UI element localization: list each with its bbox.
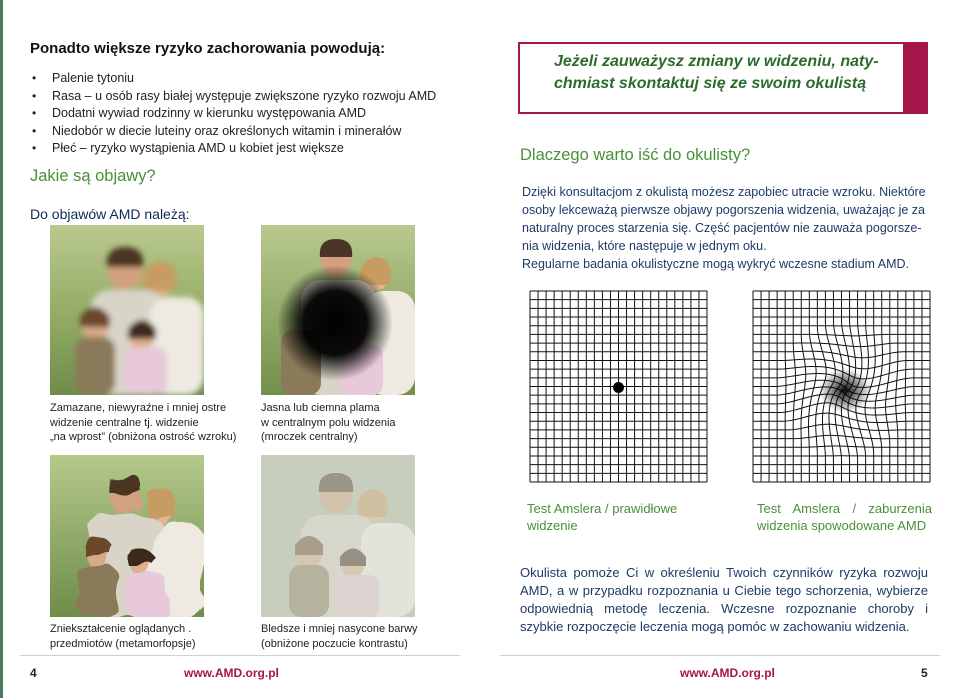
footer-divider-left bbox=[20, 655, 460, 656]
callout-text bbox=[554, 51, 894, 95]
list-item: • Rasa – u osób rasy białej występuje zwiększone ryzyko rozwoju AMD bbox=[30, 88, 436, 106]
caption-line: widzenie bbox=[527, 518, 578, 533]
list-item: • Niedobór w diecie luteiny oraz określonych witamin i minerałów bbox=[30, 123, 436, 141]
amsler-grid-distorted bbox=[752, 290, 931, 483]
callout-accent-bar bbox=[903, 42, 928, 114]
grid-line bbox=[875, 291, 882, 482]
list-item: • Palenie tytoniu bbox=[30, 70, 436, 88]
distortion-spot bbox=[819, 368, 871, 412]
photo-metamorphopsia bbox=[50, 455, 204, 617]
grid-line bbox=[753, 351, 930, 358]
callout-line: Jeżeli zauważysz zmiany w widzeniu, naty- bbox=[554, 53, 879, 70]
caption-line: widzenia spowodowane AMD bbox=[757, 518, 927, 533]
fixation-dot bbox=[613, 382, 624, 393]
grid-line bbox=[785, 291, 786, 482]
caption-line: (mroczek centralny) bbox=[261, 431, 358, 443]
grid-line bbox=[801, 291, 806, 482]
caption-line: Test Amslera / prawidłowe bbox=[527, 501, 678, 516]
grid-line bbox=[905, 291, 906, 482]
page-edge-rule bbox=[0, 0, 3, 698]
caption-line: przedmiotów (metamorfopsje) bbox=[50, 637, 196, 650]
grid-line bbox=[753, 435, 930, 438]
caption-line: Test Amslera / zaburzenia bbox=[757, 501, 932, 516]
body-line: Regularne badania okulistyczne mogą wykryć wczesne stadium AMD. bbox=[522, 257, 909, 271]
caption-line: w centralnym polu widzenia bbox=[261, 416, 396, 429]
photo-blurred-vision bbox=[50, 225, 204, 395]
grid-line bbox=[753, 334, 930, 335]
symptoms-title: Jakie są objawy? bbox=[30, 167, 156, 185]
body-line: nia widzenia, które następuje w jednym oku. bbox=[522, 239, 767, 253]
caption-blurred-vision bbox=[50, 401, 250, 445]
caption-low-contrast bbox=[261, 622, 461, 651]
risk-factors-title: Ponadto większe ryzyko zachorowania powodują: bbox=[30, 40, 386, 57]
amsler-distorted-caption bbox=[757, 500, 932, 534]
caption-line: Zniekształcenie oglądanych . bbox=[50, 623, 192, 635]
footer-url-left[interactable]: www.AMD.org.pl bbox=[184, 666, 279, 680]
caption-line: widzenie centralne tj. widzenie bbox=[50, 416, 199, 429]
symptoms-subtitle: Do objawów AMD należą: bbox=[30, 206, 190, 222]
caption-line: (obniżone poczucie kontrastu) bbox=[261, 637, 408, 650]
grid-line bbox=[896, 291, 898, 482]
final-paragraph: Okulista pomoże Ci w określeniu Twoich czynników ryzyka rozwoju AMD, a w przypadku rozpoznania u Ciebie tego schorzenia, wybierze odpowiednią metodę leczenia. Wczesne rozpoznanie choroby i szybkie rozpoczęcie leczenia mogą pomóc w zachowaniu widzenia. bbox=[520, 565, 928, 634]
page-number-right: 5 bbox=[921, 666, 928, 680]
body-line: osoby lekceważą pierwsze objawy pogorszenia widzenia, uważając je za bbox=[522, 203, 925, 217]
risk-factors-list bbox=[30, 70, 436, 158]
grid-line bbox=[886, 291, 890, 482]
caption-line: Zamazane, niewyraźne i mniej ostre bbox=[50, 402, 227, 414]
grid-line bbox=[793, 291, 795, 482]
grid-line bbox=[753, 343, 930, 347]
caption-line: „na wprost” (obniżona ostrość wzroku) bbox=[50, 431, 237, 443]
list-item: • Dodatni wywiad rodzinny w kierunku występowania AMD bbox=[30, 105, 436, 123]
caption-central-scotoma bbox=[261, 401, 461, 445]
body-line: Dzięki konsultacjom z okulistą możesz zapobiec utracie wzroku. Niektóre bbox=[522, 185, 926, 199]
amsler-grid-normal bbox=[529, 290, 708, 483]
photo-central-scotoma bbox=[261, 225, 415, 395]
caption-line: Jasna lub ciemna plama bbox=[261, 402, 380, 414]
amsler-normal-caption bbox=[527, 500, 707, 534]
page-number-left: 4 bbox=[30, 666, 37, 680]
grid-line bbox=[809, 291, 817, 482]
why-title: Dlaczego warto iść do okulisty? bbox=[520, 146, 751, 164]
caption-metamorphopsia bbox=[50, 622, 250, 651]
caption-line: Bledsze i mniej nasycone barwy bbox=[261, 623, 418, 635]
grid-line bbox=[753, 446, 930, 447]
footer-divider-right bbox=[500, 655, 940, 656]
footer-url-right[interactable]: www.AMD.org.pl bbox=[680, 666, 775, 680]
body-line: naturalny proces starzenia się. Część pacjentów nie zauważa pogorsze- bbox=[522, 221, 922, 235]
callout-line: chmiast skontaktuj się ze swoim okulistą bbox=[554, 75, 867, 92]
grid-line bbox=[753, 424, 930, 430]
why-body bbox=[522, 183, 932, 273]
list-item: • Płeć – ryzyko wystąpienia AMD u kobiet jest większe bbox=[30, 140, 436, 158]
photo-low-contrast bbox=[261, 455, 415, 617]
